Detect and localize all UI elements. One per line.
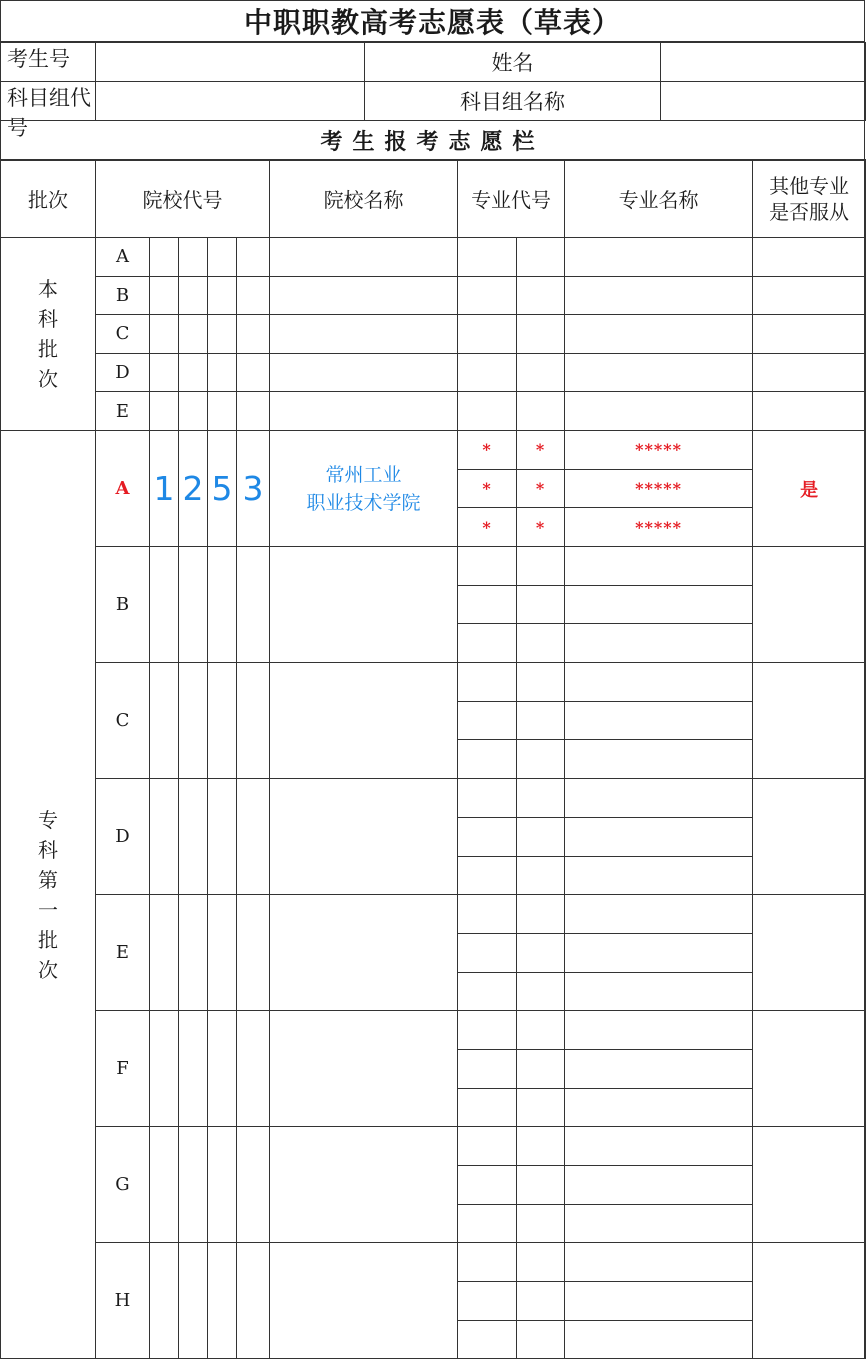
junior-batch-label xyxy=(1,430,96,1359)
batch-char: 批 xyxy=(38,927,58,952)
major-name-cell[interactable] xyxy=(565,238,753,277)
major-name-cell[interactable] xyxy=(565,392,753,431)
school-code-digit-cell[interactable] xyxy=(150,392,179,431)
major-code-cell[interactable] xyxy=(458,238,517,277)
major-code-cell[interactable] xyxy=(458,817,517,856)
school-code-digit-cell[interactable] xyxy=(179,353,208,392)
major-code-cell[interactable]: * xyxy=(517,430,565,469)
school-code-digit-cell[interactable] xyxy=(179,1127,208,1243)
header-row xyxy=(1,160,866,238)
school-code-digit-cell[interactable] xyxy=(237,547,270,663)
exam-no-field[interactable] xyxy=(96,43,365,82)
header-school-code: 院校代号 xyxy=(96,160,270,238)
major-code-cell[interactable] xyxy=(458,1127,517,1166)
major-code-cell[interactable] xyxy=(458,1088,517,1127)
header-obey-line1: 其他专业 xyxy=(769,173,850,198)
major-name-cell[interactable] xyxy=(565,663,753,702)
major-name-cell[interactable]: ***** xyxy=(565,430,753,469)
slot-letter: A xyxy=(96,430,150,546)
junior-row xyxy=(1,1127,866,1166)
school-name-cell[interactable] xyxy=(270,895,458,1011)
major-code-cell[interactable] xyxy=(517,933,565,972)
major-code-cell[interactable] xyxy=(458,1049,517,1088)
subject-group-field[interactable] xyxy=(96,82,365,121)
obey-cell[interactable] xyxy=(753,895,866,1011)
major-code-cell[interactable] xyxy=(458,972,517,1011)
major-code-cell[interactable] xyxy=(517,1243,565,1282)
school-code-digit-cell[interactable] xyxy=(208,779,237,895)
subject-group-name-label: 科目组名称 xyxy=(365,82,661,121)
school-code-digit-cell[interactable] xyxy=(150,547,179,663)
school-code-digit-cell[interactable] xyxy=(237,276,270,315)
undergrad-row xyxy=(1,353,866,392)
undergrad-row xyxy=(1,238,866,277)
major-code-cell[interactable] xyxy=(517,856,565,895)
major-code-cell[interactable] xyxy=(517,895,565,934)
major-code-cell[interactable] xyxy=(517,740,565,779)
major-code-cell[interactable]: * xyxy=(458,430,517,469)
major-name-cell[interactable] xyxy=(565,1243,753,1282)
school-code-digit-cell[interactable] xyxy=(179,895,208,1011)
header-batch: 批次 xyxy=(1,160,96,238)
school-name-cell[interactable] xyxy=(270,779,458,895)
major-code-cell[interactable] xyxy=(517,1088,565,1127)
major-name-cell[interactable]: ***** xyxy=(565,508,753,547)
obey-cell[interactable] xyxy=(753,1243,866,1359)
junior-row xyxy=(1,895,866,934)
school-name-line: 常州工业 xyxy=(325,463,402,486)
major-code-cell[interactable]: * xyxy=(458,508,517,547)
major-name-cell[interactable] xyxy=(565,353,753,392)
major-code-cell[interactable] xyxy=(458,1011,517,1050)
batch-char: 第 xyxy=(38,867,58,892)
header-obey xyxy=(753,160,866,238)
obey-cell[interactable] xyxy=(753,1127,866,1243)
major-code-cell[interactable] xyxy=(517,972,565,1011)
school-name-cell[interactable] xyxy=(270,1127,458,1243)
major-code-cell[interactable] xyxy=(458,740,517,779)
section-bar-table xyxy=(0,120,865,161)
slot-letter: B xyxy=(96,276,150,315)
school-code-digit-cell[interactable] xyxy=(150,779,179,895)
school-code-digit-cell[interactable] xyxy=(237,1243,270,1359)
major-code-cell[interactable]: * xyxy=(517,469,565,508)
major-code-cell[interactable] xyxy=(517,585,565,624)
major-code-cell[interactable] xyxy=(517,1127,565,1166)
major-name-cell[interactable] xyxy=(565,1127,753,1166)
school-name-cell[interactable] xyxy=(270,392,458,431)
header-school-name: 院校名称 xyxy=(270,160,458,238)
batch-char: 科 xyxy=(38,837,58,862)
undergrad-row xyxy=(1,315,866,354)
major-code-cell[interactable] xyxy=(458,663,517,702)
major-code-cell[interactable] xyxy=(517,276,565,315)
school-code-digit-cell[interactable]: 3 xyxy=(237,430,270,546)
header-major-code: 专业代号 xyxy=(458,160,565,238)
major-name-cell[interactable] xyxy=(565,740,753,779)
major-name-cell[interactable] xyxy=(565,1166,753,1205)
junior-row xyxy=(1,1011,866,1050)
school-name-cell[interactable] xyxy=(270,430,458,546)
obey-cell[interactable] xyxy=(753,276,866,315)
slot-letter: D xyxy=(96,779,150,895)
school-code-digit-cell[interactable] xyxy=(237,1011,270,1127)
major-code-cell[interactable] xyxy=(458,701,517,740)
major-code-cell[interactable] xyxy=(458,1204,517,1243)
major-code-cell[interactable] xyxy=(517,392,565,431)
school-code-digit-cell[interactable]: 1 xyxy=(150,430,179,546)
junior-row xyxy=(1,779,866,818)
major-code-cell[interactable] xyxy=(458,779,517,818)
undergrad-row xyxy=(1,392,866,431)
batch-char: 一 xyxy=(38,897,58,922)
school-code-digit-cell[interactable] xyxy=(237,353,270,392)
school-code-digit-cell[interactable] xyxy=(150,353,179,392)
major-code-cell[interactable] xyxy=(517,1282,565,1321)
undergrad-row xyxy=(1,276,866,315)
school-name-cell[interactable] xyxy=(270,663,458,779)
school-code-digit-cell[interactable] xyxy=(179,315,208,354)
junior-row xyxy=(1,547,866,586)
slot-letter: H xyxy=(96,1243,150,1359)
major-name-cell[interactable] xyxy=(565,1282,753,1321)
slot-letter: E xyxy=(96,392,150,431)
major-name-cell[interactable] xyxy=(565,817,753,856)
school-code-digit-cell[interactable] xyxy=(150,1243,179,1359)
major-code-cell[interactable] xyxy=(517,353,565,392)
major-name-cell[interactable] xyxy=(565,1088,753,1127)
major-name-cell[interactable] xyxy=(565,856,753,895)
subject-group-label: 科目组代号 xyxy=(1,82,96,121)
school-code-digit-cell[interactable] xyxy=(150,895,179,1011)
slot-letter: A xyxy=(96,238,150,277)
school-name-line: 职业技术学院 xyxy=(306,491,421,514)
major-code-cell[interactable] xyxy=(517,701,565,740)
major-code-cell[interactable] xyxy=(458,1166,517,1205)
major-name-cell[interactable] xyxy=(565,933,753,972)
major-name-cell[interactable] xyxy=(565,1204,753,1243)
junior-row xyxy=(1,663,866,702)
major-code-cell[interactable] xyxy=(517,238,565,277)
major-code-cell[interactable] xyxy=(517,663,565,702)
section-bar: 考生报考志愿栏 xyxy=(1,121,865,161)
school-code-digit-cell[interactable] xyxy=(179,1243,208,1359)
school-code-digit-cell[interactable] xyxy=(150,276,179,315)
school-code-digit-cell[interactable] xyxy=(237,779,270,895)
batch-char: 科 xyxy=(38,306,58,331)
batch-char: 专 xyxy=(38,807,58,832)
major-name-cell[interactable] xyxy=(565,701,753,740)
major-code-cell[interactable]: * xyxy=(517,508,565,547)
header-obey-line2: 是否服从 xyxy=(769,199,850,224)
major-code-cell[interactable] xyxy=(517,315,565,354)
school-code-digit-cell[interactable] xyxy=(150,315,179,354)
batch-char: 次 xyxy=(38,957,58,982)
slot-letter: D xyxy=(96,353,150,392)
major-code-cell[interactable] xyxy=(458,353,517,392)
volunteer-table xyxy=(0,159,866,1359)
school-code-digit-cell[interactable] xyxy=(237,663,270,779)
major-code-cell[interactable] xyxy=(517,1320,565,1359)
candidate-info-table xyxy=(0,42,866,140)
obey-cell[interactable] xyxy=(753,353,866,392)
major-code-cell[interactable] xyxy=(517,1204,565,1243)
major-code-cell[interactable] xyxy=(458,856,517,895)
slot-letter: G xyxy=(96,1127,150,1243)
major-name-cell[interactable] xyxy=(565,315,753,354)
major-code-cell[interactable] xyxy=(517,624,565,663)
major-code-cell[interactable] xyxy=(458,315,517,354)
school-name-cell[interactable] xyxy=(270,238,458,277)
obey-cell[interactable] xyxy=(753,315,866,354)
school-code-digit-cell[interactable] xyxy=(150,1011,179,1127)
major-code-cell[interactable] xyxy=(458,933,517,972)
header-major-name: 专业名称 xyxy=(565,160,753,238)
batch-char: 批 xyxy=(38,336,58,361)
subject-group-name-field[interactable] xyxy=(661,82,866,121)
major-code-cell[interactable] xyxy=(458,1243,517,1282)
major-name-cell[interactable] xyxy=(565,779,753,818)
major-name-cell[interactable] xyxy=(565,895,753,934)
major-code-cell[interactable] xyxy=(458,1320,517,1359)
school-name-cell[interactable] xyxy=(270,276,458,315)
school-name-cell[interactable] xyxy=(270,1243,458,1359)
school-code-digit-cell[interactable] xyxy=(208,895,237,1011)
obey-cell[interactable] xyxy=(753,663,866,779)
slot-letter: E xyxy=(96,895,150,1011)
school-code-digit-cell[interactable] xyxy=(179,238,208,277)
major-code-cell[interactable] xyxy=(458,624,517,663)
school-name-cell[interactable] xyxy=(270,1011,458,1127)
major-code-cell[interactable] xyxy=(517,1011,565,1050)
major-code-cell[interactable] xyxy=(517,1166,565,1205)
name-field[interactable] xyxy=(661,43,866,82)
school-code-digit-cell[interactable] xyxy=(150,238,179,277)
school-code-digit-cell[interactable] xyxy=(208,392,237,431)
school-code-digit-cell[interactable] xyxy=(237,238,270,277)
major-name-cell[interactable] xyxy=(565,972,753,1011)
slot-letter: F xyxy=(96,1011,150,1127)
school-code-digit-cell[interactable] xyxy=(208,238,237,277)
school-code-digit-cell[interactable] xyxy=(208,663,237,779)
name-label: 姓名 xyxy=(365,43,661,82)
school-code-digit-cell[interactable] xyxy=(179,547,208,663)
school-code-digit-cell[interactable] xyxy=(208,315,237,354)
school-code-digit-cell[interactable] xyxy=(237,315,270,354)
major-code-cell[interactable] xyxy=(458,547,517,586)
major-code-cell[interactable] xyxy=(517,547,565,586)
major-code-cell[interactable] xyxy=(458,585,517,624)
major-name-cell[interactable] xyxy=(565,276,753,315)
slot-letter: C xyxy=(96,663,150,779)
major-code-cell[interactable] xyxy=(458,392,517,431)
obey-cell[interactable] xyxy=(753,779,866,895)
school-code-digit-cell[interactable] xyxy=(237,895,270,1011)
obey-cell[interactable] xyxy=(753,238,866,277)
major-code-cell[interactable] xyxy=(517,779,565,818)
major-name-cell[interactable] xyxy=(565,624,753,663)
major-name-cell[interactable] xyxy=(565,1320,753,1359)
school-code-digit-cell[interactable] xyxy=(179,1011,208,1127)
school-code-digit-cell[interactable]: 2 xyxy=(179,430,208,546)
slot-letter: C xyxy=(96,315,150,354)
major-code-cell[interactable]: * xyxy=(458,469,517,508)
school-code-digit-cell[interactable] xyxy=(237,1127,270,1243)
school-code-digit-cell[interactable] xyxy=(208,1011,237,1127)
school-code-digit-cell[interactable] xyxy=(179,663,208,779)
major-name-cell[interactable]: ***** xyxy=(565,469,753,508)
school-code-digit-cell[interactable] xyxy=(179,276,208,315)
major-code-cell[interactable] xyxy=(458,1282,517,1321)
major-name-cell[interactable] xyxy=(565,1049,753,1088)
obey-cell[interactable] xyxy=(753,1011,866,1127)
slot-letter: B xyxy=(96,547,150,663)
obey-cell[interactable] xyxy=(753,392,866,431)
exam-no-label: 考生号 xyxy=(1,43,96,82)
school-name-cell[interactable] xyxy=(270,353,458,392)
batch-char: 次 xyxy=(38,366,58,391)
school-code-digit-cell[interactable]: 5 xyxy=(208,430,237,546)
junior-row xyxy=(1,1243,866,1282)
major-code-cell[interactable] xyxy=(458,895,517,934)
school-code-digit-cell[interactable] xyxy=(150,663,179,779)
major-code-cell[interactable] xyxy=(517,1049,565,1088)
school-code-digit-cell[interactable] xyxy=(208,1243,237,1359)
batch-char: 本 xyxy=(38,276,58,301)
major-name-cell[interactable] xyxy=(565,585,753,624)
school-code-digit-cell[interactable] xyxy=(208,353,237,392)
school-name-cell[interactable] xyxy=(270,315,458,354)
obey-cell[interactable]: 是 xyxy=(753,430,866,546)
school-code-digit-cell[interactable] xyxy=(208,547,237,663)
school-code-digit-cell[interactable] xyxy=(208,276,237,315)
major-code-cell[interactable] xyxy=(458,276,517,315)
school-code-digit-cell[interactable] xyxy=(208,1127,237,1243)
school-code-digit-cell[interactable] xyxy=(150,1127,179,1243)
form-title: 中职职教高考志愿表（草表） xyxy=(0,0,865,42)
junior-row xyxy=(1,430,866,469)
school-code-digit-cell[interactable] xyxy=(179,779,208,895)
school-code-digit-cell[interactable] xyxy=(237,392,270,431)
school-code-digit-cell[interactable] xyxy=(179,392,208,431)
undergrad-batch-label xyxy=(1,238,96,431)
obey-cell[interactable] xyxy=(753,547,866,663)
major-name-cell[interactable] xyxy=(565,1011,753,1050)
major-name-cell[interactable] xyxy=(565,547,753,586)
major-code-cell[interactable] xyxy=(517,817,565,856)
school-name-cell[interactable] xyxy=(270,547,458,663)
